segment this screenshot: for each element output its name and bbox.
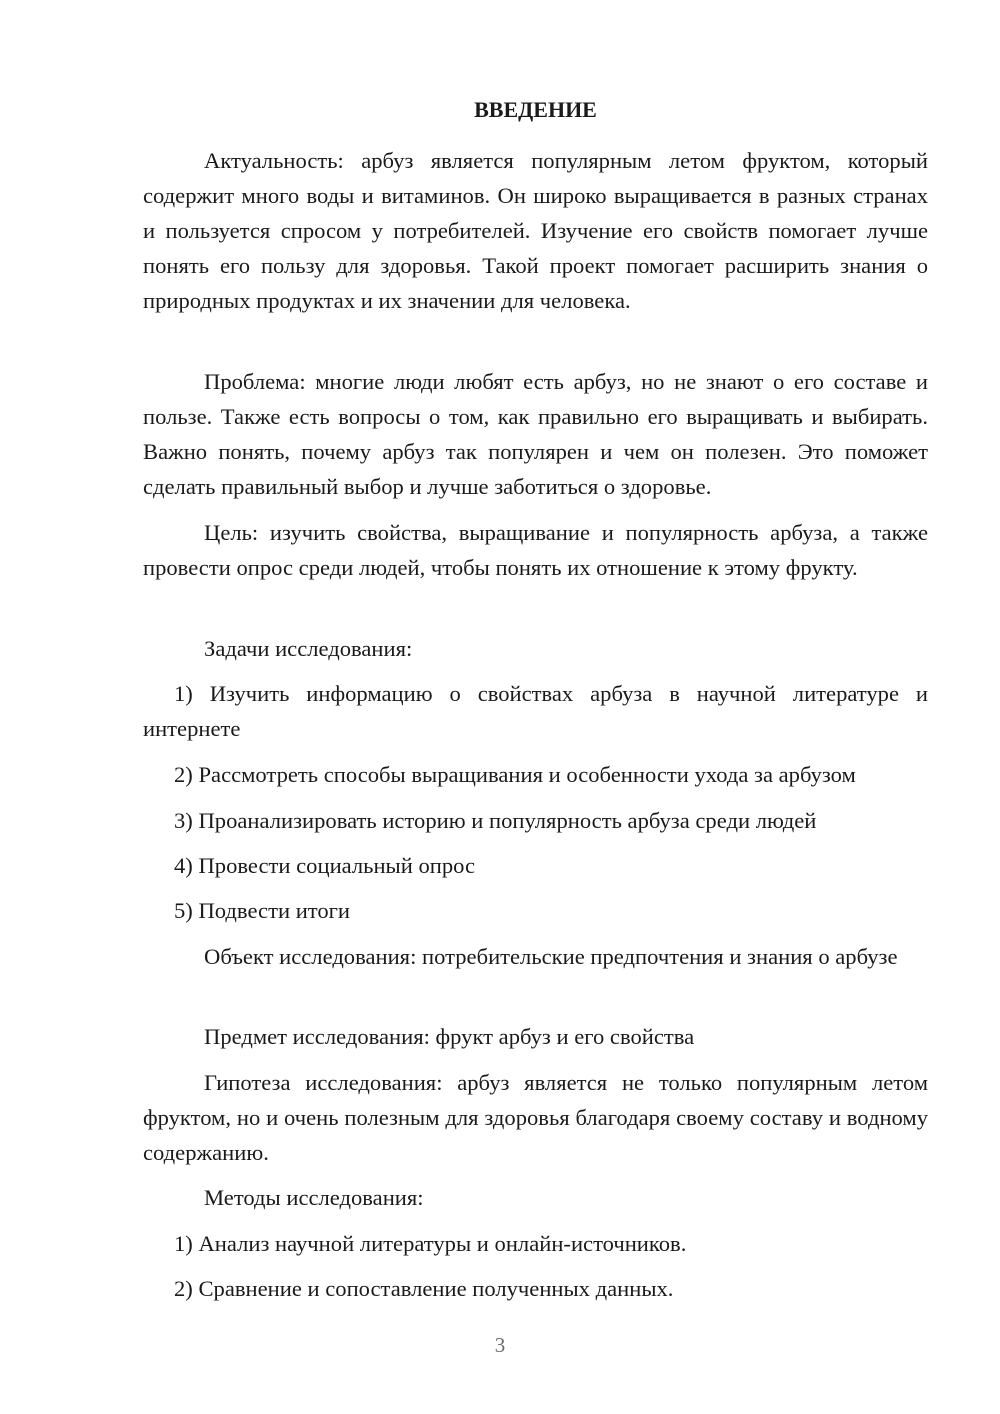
method-item-2: 2) Сравнение и сопоставление полученных данных. <box>174 1276 674 1301</box>
subject-paragraph: Предмет исследования: фрукт арбуз и его свойства <box>204 1024 695 1049</box>
methods-heading: Методы исследования: <box>204 1185 424 1210</box>
problem-paragraph: Проблема: многие люди любят есть арбуз, но не знают о его составе и пользе. Также есть вопросы о том, как правильно его выращивать и выбирать. Важно понять, почему арбуз так популярен и чем он полезен. Это поможет сделать правильный выбор и лучше заботиться о здоровье. <box>143 369 928 499</box>
hypothesis-paragraph: Гипотеза исследования: арбуз является не только популярным летом фруктом, но и очень полезным для здоровья благодаря своему составу и водному содержанию. <box>143 1070 928 1165</box>
method-item-1: 1) Анализ научной литературы и онлайн-источников. <box>174 1231 687 1256</box>
task-item-5: 5) Подвести итоги <box>174 898 351 923</box>
goal-paragraph: Цель: изучить свойства, выращивание и популярность арбуза, а также провести опрос среди людей, чтобы понять их отношение к этому фрукту. <box>143 520 928 580</box>
task-item-2: 2) Рассмотреть способы выращивания и особенности ухода за арбузом <box>174 762 856 787</box>
page-number: 3 <box>494 1333 506 1357</box>
task-item-3: 3) Проанализировать историю и популярность арбуза среди людей <box>174 808 817 833</box>
tasks-heading: Задачи исследования: <box>204 636 413 661</box>
relevance-paragraph: Актуальность: арбуз является популярным летом фруктом, который содержит много воды и витаминов. Он широко выращивается в разных странах и пользуется спросом у потребителей. Изучение его свойств помогает лучше понять его пользу для здоровья. Такой проект помогает расширить знания о природных продуктах и их значении для человека. <box>143 148 928 313</box>
task-item-1: 1) Изучить информацию о свойствах арбуза в научной литературе и интернете <box>143 681 928 741</box>
object-paragraph: Объект исследования: потребительские предпочтения и знания о арбузе <box>204 944 898 969</box>
task-item-4: 4) Провести социальный опрос <box>174 853 476 878</box>
page-title: ВВЕДЕНИЕ <box>474 97 597 122</box>
